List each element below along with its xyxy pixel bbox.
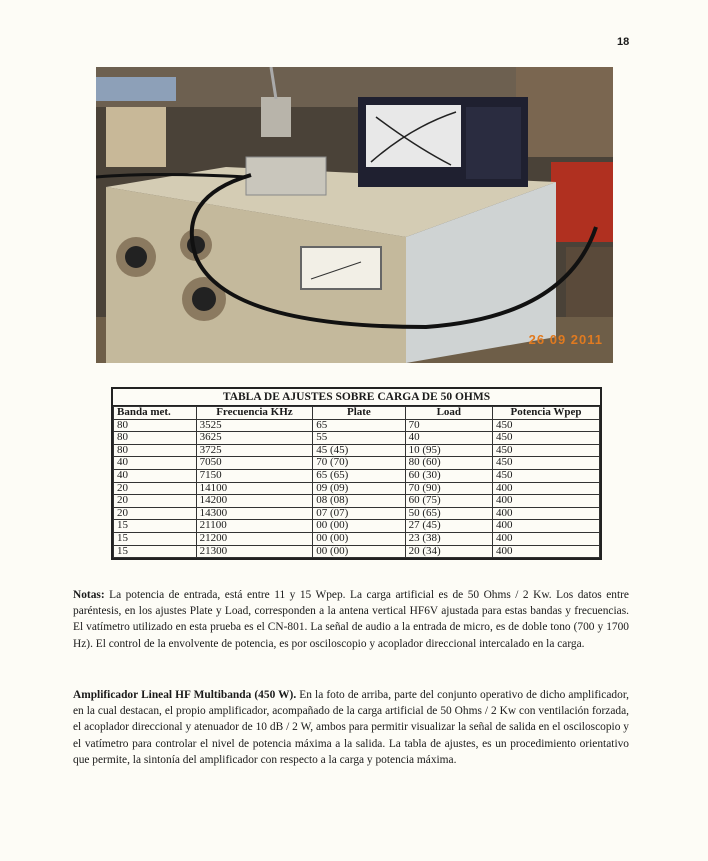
table-cell: 70 [405, 419, 492, 432]
table-cell: 45 (45) [313, 444, 405, 457]
table-cell: 80 [114, 444, 197, 457]
table-row [114, 507, 600, 520]
table-header-row [114, 407, 600, 420]
table-cell: 70 (90) [405, 482, 492, 495]
notes-paragraph [73, 587, 629, 652]
table-cell: 15 [114, 520, 197, 533]
description-title: Amplificador Lineal HF Multibanda (450 W). [73, 689, 297, 701]
table-cell: 400 [493, 545, 600, 558]
table-cell: 15 [114, 532, 197, 545]
table-cell: 08 (08) [313, 495, 405, 508]
table-row [114, 520, 600, 533]
table-cell: 400 [493, 507, 600, 520]
table-cell: 15 [114, 545, 197, 558]
description-paragraph [73, 687, 629, 768]
table-cell: 450 [493, 432, 600, 445]
settings-table [111, 387, 602, 560]
table-cell: 40 [114, 457, 197, 470]
table-cell: 21200 [196, 532, 313, 545]
table-cell: 20 [114, 495, 197, 508]
photo-illustration [96, 67, 613, 363]
table-cell: 400 [493, 482, 600, 495]
table-cell: 80 [114, 432, 197, 445]
table-cell: 65 [313, 419, 405, 432]
notes-label: Notas: [73, 589, 105, 601]
table-cell: 7150 [196, 469, 313, 482]
table-cell: 20 [114, 507, 197, 520]
table-cell: 23 (38) [405, 532, 492, 545]
table-cell: 400 [493, 520, 600, 533]
table-cell: 14200 [196, 495, 313, 508]
photo-timestamp: 26 09 2011 [528, 332, 603, 347]
header-potencia: Potencia Wpep [493, 407, 600, 420]
table-row [114, 545, 600, 558]
table-cell: 07 (07) [313, 507, 405, 520]
description-text: En la foto de arriba, parte del conjunto operativo de dicho amplificador, en la cual destacan, el propio amplificador, acompañado de la carga artificial de 50 Ohms / 2 Kw con ventilación forzada, el acoplador direccional y atenuador de 10 dB / 2 W, ambos para permitir visualizar la señal de salida en el osciloscopio y el vatímetro para controlar el nivel de potencia máxima a la salida. La tabla de ajustes, es un procedimiento orientativo que permite, la sintonía del amplificador con respecto a la carga y potencia máxima. [73, 689, 629, 766]
table-cell: 40 [405, 432, 492, 445]
header-plate: Plate [313, 407, 405, 420]
table-cell: 27 (45) [405, 520, 492, 533]
table-cell: 400 [493, 532, 600, 545]
table-row [114, 482, 600, 495]
table-row [114, 469, 600, 482]
table-cell: 400 [493, 495, 600, 508]
table-cell: 00 (00) [313, 520, 405, 533]
table-cell: 450 [493, 457, 600, 470]
table-cell: 14100 [196, 482, 313, 495]
table-row [114, 495, 600, 508]
table-cell: 7050 [196, 457, 313, 470]
table-cell: 21100 [196, 520, 313, 533]
table-cell: 20 [114, 482, 197, 495]
table-cell: 60 (75) [405, 495, 492, 508]
header-frecuencia: Frecuencia KHz [196, 407, 313, 420]
table-cell: 21300 [196, 545, 313, 558]
notes-text: La potencia de entrada, está entre 11 y 15 Wpep. La carga artificial es de 50 Ohms / 2 Kw. Los datos entre paréntesis, en los ajustes Plate y Load, corresponden a la antena vertical HF6V ajustada para estas bandas y frecuencias. El vatímetro utilizado en esta prueba es el CN-801. La señal de audio a la entrada de micro, es de doble tono (700 y 1700 Hz). El control de la envolvente de potencia, es por osciloscopio y acoplador direccional intercalado en la carga. [73, 589, 629, 650]
table-cell: 14300 [196, 507, 313, 520]
table-cell: 00 (00) [313, 532, 405, 545]
table-cell: 450 [493, 419, 600, 432]
table-cell: 10 (95) [405, 444, 492, 457]
table-cell: 3725 [196, 444, 313, 457]
table-caption: TABLA DE AJUSTES SOBRE CARGA DE 50 OHMS [113, 389, 600, 406]
table-cell: 55 [313, 432, 405, 445]
table-cell: 450 [493, 469, 600, 482]
table-cell: 60 (30) [405, 469, 492, 482]
table-cell: 65 (65) [313, 469, 405, 482]
table-cell: 70 (70) [313, 457, 405, 470]
table-cell: 3625 [196, 432, 313, 445]
header-banda: Banda met. [114, 407, 197, 420]
table-cell: 40 [114, 469, 197, 482]
table-cell: 80 (60) [405, 457, 492, 470]
table-cell: 80 [114, 419, 197, 432]
table-row [114, 457, 600, 470]
table-row [114, 444, 600, 457]
table-cell: 09 (09) [313, 482, 405, 495]
table-cell: 20 (34) [405, 545, 492, 558]
page-number: 18 [617, 36, 630, 48]
table-row [114, 432, 600, 445]
amplifier-photo [96, 67, 613, 363]
table-cell: 50 (65) [405, 507, 492, 520]
header-load: Load [405, 407, 492, 420]
table-row [114, 532, 600, 545]
table-cell: 00 (00) [313, 545, 405, 558]
table-row [114, 419, 600, 432]
table-cell: 3525 [196, 419, 313, 432]
table-cell: 450 [493, 444, 600, 457]
